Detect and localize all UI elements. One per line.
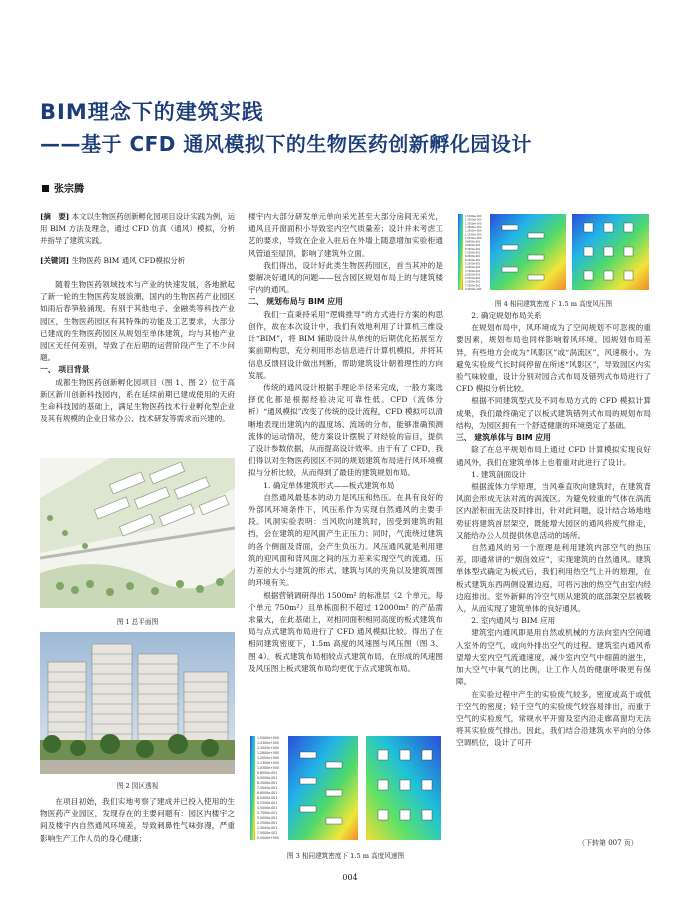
- legend-value: 1.2800e+000: [257, 751, 279, 755]
- subheading-3-2: 2. 室内通风与 BIM 应用: [471, 616, 556, 626]
- problems-paragraph: 在项目初始，我们实地考察了建成并已投入使用的生物医药产业园区，发现存在的主要问题有：园区内楼宇之间及楼宇内自然通风环境差，导致刺鼻性气味弥漫，严重影响生产工作人员的身心健康；: [40, 797, 235, 843]
- legend-value: 3.0000e-001: [257, 816, 278, 820]
- figure-4-caption: 图 4 相同建筑密度下 1.5 m 高度风压图: [494, 300, 613, 308]
- legend-value: 6.0000e-001: [257, 796, 278, 800]
- legend-value: 1.0500e+000: [257, 766, 279, 770]
- legend-value: 6.8000e-001: [465, 255, 481, 259]
- column-1-bottom: [40, 796, 235, 845]
- intro-paragraph: 随着生物医药领域技术与产业的快速发展，各地掀起了新一轮的生物医药发展浪潮，国内的生物医药产业园区如雨后春笋般涌现。有别于其他电子、金融类等科技产业园区，生物医药园区有其特殊的功能及工艺要求，大部分已建成的生物医药园区从规划至单体建筑，均与其他产业园区无任何差别，导致了在后期的运营阶段产生了不少问题。: [40, 280, 235, 363]
- article-title-line2: ——基于 CFD 通风模拟下的生物医药创新孵化园设计: [40, 132, 532, 156]
- legend-value: 7.5000e-001: [465, 251, 481, 255]
- legend-colorbar: [250, 736, 255, 840]
- col2-paragraph-5: 自然通风最基本的动力是风压和热压。在具有良好的外部风环境条件下，风压系作为实现自然通风的主要手段。风洞实验表明：当风吹向建筑时，因受到建筑的阻挡，会在建筑的迎风面产生正压力；同时，气流绕过建筑的各个侧面及背面，会产生负压力。风压通风就是利用建筑的迎风面和背风面之间的压力差来实现空气的流通。压力差的大小与建筑的形式、建筑与风的夹角以及建筑周围的环境有关。: [248, 492, 443, 588]
- abstract: [40, 211, 235, 247]
- col3-paragraph-2: 根据不同建筑型式及不同布局方式的 CFD 模拟计算成果，我们最终确定了以板式建筑错列式布局的规划布局结构，为园区拥有一个舒适健康的环境奠定了基础。: [456, 396, 651, 430]
- legend-value: 8.3000e-001: [257, 781, 278, 785]
- legend-value: 1.3500e+000: [465, 222, 482, 226]
- legend-value: 5.2500e-001: [257, 801, 278, 805]
- figure-2-perspective: [40, 632, 235, 774]
- legend-value: 1.3500e+000: [257, 746, 279, 750]
- legend-value: 1.5000e-001: [465, 280, 481, 284]
- legend-value: 1.2000e+000: [257, 756, 279, 760]
- legend-value: 1.2800e+000: [465, 225, 482, 229]
- legend-value: 6.0000e-001: [465, 258, 481, 262]
- section-heading-3: 三、 建筑单体与 BIM 应用: [456, 433, 551, 443]
- legend-values: [257, 736, 279, 840]
- legend-value: 9.0000e-001: [465, 244, 481, 248]
- col3-paragraph-7: 在实验过程中产生的实验废气较多，密度或高于或低于空气的密度；轻于空气的实验废气较容易排出，而重于空气的实验废气，常规水平开窗及室内沿走廊高窗均无法将其实验废气排出。因此，我们结合沿建筑水平向的分体空调机位，设计了可开: [456, 689, 651, 748]
- legend-value: 1.5000e+000: [465, 215, 482, 218]
- legend-value: 1.5000e+000: [257, 736, 279, 740]
- column-2: [248, 211, 443, 675]
- legend-value: 8.3000e-001: [465, 247, 481, 251]
- col3-paragraph-6: 建筑室内通风即是用自然或机械的方法向室内空间通入室外的空气，或向外排出空气的过程。建筑室内通风希望增大室内空气流通速度，减少室内空气中细菌的滋生，加大空气中氧气的比例，让工作人员的健康呼吸更有保障。: [456, 628, 651, 687]
- col3-paragraph-3: 除了在总平规划布局上通过 CFD 计算模拟实现良好通风外，我们在建筑单体上也着重对此进行了设计。: [456, 445, 651, 467]
- keywords: [40, 255, 235, 267]
- subheading-2-2: 2. 确定规划布局关系: [471, 311, 542, 320]
- legend-value: 0.0000e+000: [465, 288, 482, 291]
- keywords-label: [关键词]: [40, 256, 70, 265]
- col3-paragraph-4: 根据流体力学原理，当风垂直吹向建筑时，在建筑背风面会形成无法对流的涡流区。为避免较重的气体在涡流区内淤积而无法及时排出，针对此问题，设计结合场地地势征将建筑首层架空，既能增大园区的通风将废气排走，又能给办公人员提供休息活动的场所。: [456, 482, 651, 540]
- legend-value: 3.0000e-001: [465, 273, 481, 277]
- background-paragraph: 成都生物医药创新孵化园项目（图 1、图 2）位于高新区新川创新科技园内，系在延续前期已建成使用的天府生命科技园的基础上，满足生物医药技术行业孵化型企业及其有规模的企业日常办公、技术研发等需求而兴建的。: [40, 377, 235, 424]
- legend-value: 1.4300e+000: [465, 218, 482, 222]
- legend-value: 4.5000e-001: [257, 806, 278, 810]
- abstract-text: 本文以生物医药创新孵化园项目设计实践为例，运用 BIM 方法及理念，通过 CFD 仿真（通风）模拟，分析并指导了建筑实践。: [40, 212, 235, 245]
- subheading-3-1: 1. 建筑剖面设计: [471, 469, 527, 479]
- keywords-text: 生物医药 BIM 通风 CFD模拟分析: [71, 256, 186, 265]
- section-heading-2: 二、 规划布局与 BIM 应用: [248, 297, 343, 307]
- figure-3-wind-speed: [248, 732, 443, 844]
- article-title-line1: BIM理念下的建筑实践: [40, 100, 264, 124]
- figure-3-caption: 图 3 相同建筑密度下 1.5 m 高度风速图: [286, 852, 405, 860]
- legend-value: 3.7500e-001: [257, 811, 278, 815]
- legend-value: 1.2000e+000: [465, 229, 482, 233]
- figure-1-site-plan: [40, 458, 235, 608]
- legend-colorbar: [458, 214, 463, 290]
- legend-value: 2.2500e-001: [257, 821, 278, 825]
- legend-value: 0.0000e+000: [257, 836, 279, 840]
- legend-value: 9.0000e-001: [257, 776, 278, 780]
- page-number: 004: [342, 873, 358, 882]
- legend-value: 7.5000e-001: [257, 786, 278, 790]
- figure-4-wind-pressure: [456, 211, 651, 293]
- column-1-top: [40, 211, 235, 426]
- legend-value: 3.7500e-001: [465, 269, 481, 273]
- legend-value: 5.2500e-001: [465, 262, 481, 266]
- figure-1-caption: 图 1 总平面图: [116, 618, 159, 626]
- author-name: 张宗腾: [54, 184, 84, 195]
- column-3: [456, 310, 651, 750]
- legend-value: 2.2500e-001: [465, 277, 481, 281]
- legend-value: 9.8000e-001: [257, 771, 278, 775]
- col2-paragraph-3: 我们一直秉持采用“逻辑推导”的方式进行方案的构思创作，故在本次设计中，我们有效地利用了计算机三维设计“BIM”，将 BIM 辅助设计从单纯的后期优化拓展至方案前期构思，充分利用形态信息进行计算机模拟，并将其信息反馈回设计做出判断，帮助建筑设计朝着理性的方向发展。: [248, 309, 443, 380]
- legend-values: [465, 215, 482, 291]
- continued-note: （下转第 007 页）: [578, 839, 638, 847]
- abstract-label: [摘 要]: [40, 212, 70, 221]
- legend-value: 4.5000e-001: [465, 266, 481, 270]
- col3-paragraph-1: 在规划布局中，风环境成为了空间规划不可忽视的重要因素，规划布局也同样影响着风环境。园规划布局差异，有些地方会成为“风影区”或“涡流区”，风速极小。为避免实验废气长时间停留在所述“风影区”，导致园区内实验气味较重，设计分别对园合式布局及错列式布局进行了 CFD 模拟分析比较。: [456, 323, 651, 394]
- legend-value: 9.8000e-001: [465, 240, 481, 244]
- col2-paragraph-2: 我们得出，设计好此类生物医药园区，首当其冲的是要解决好通风的问题——包含园区规划布局上的与建筑楼宇内的通风。: [248, 260, 443, 295]
- author: [42, 180, 84, 195]
- legend-value: 1.1300e+000: [257, 761, 279, 765]
- subheading-2-1: 1. 确定单体建筑形式——板式建筑布局: [263, 480, 395, 490]
- figure-2-caption: 图 2 园区透视: [116, 782, 159, 790]
- col2-paragraph-6: 根据营销调研得出 1500m² 的标准层（2 个单元，每个单元 750m²）且单栋面积不超过 12000m² 的产品需求量大，在此基础上，对相同面积相同高度的板式建筑布局与点式建筑布局进行了 CFD 通风模拟比较。得出了在相同建筑密度下，1.5m 高度的风速图与风压图（图 3、图 4）。板式建筑布局相较点式建筑布局，在形成的风速图及风压图上板式建筑布局均更优于点式建筑布局。: [248, 590, 443, 673]
- col3-paragraph-5: 自然通风的另一个原理是利用建筑内部空气的热压差，即通常讲的“烟囱效应”，实现建筑的自然通风。建筑单体型式确定为板式后，我们利用热空气上升的原理，在板式建筑东西两侧设置边庭，可将污浊的热空气由室内经边庭排出。室外新鲜的冷空气则从建筑的底部架空层被吸入，从而实现了建筑单体的良好通风。: [456, 543, 651, 614]
- legend-value: 6.8000e-001: [257, 791, 278, 795]
- col2-paragraph-4: 传统的通风设计根据手理论半径来完成，一般方案选择优化都是根据经验决定可靠性低。CFD（流体分析）“通风模拟”改变了传统的设计流程，CFD 模拟可以清晰地表现出建筑内的温度场、流场的分布，能够准确预测流体的运动情况，使方案设计摆脱了对经验的盲目，提供了设计参数依据，从而提高设计效率。由于有了 CFD，我们得以对生物医药园区不同的规划建筑布局进行风环境模拟与分析比较，从而得到了最佳的建筑规划布局。: [248, 383, 443, 478]
- legend-value: 1.1300e+000: [465, 233, 482, 237]
- legend-value: 1.5000e-001: [257, 826, 278, 830]
- section-heading-1: 一、 项目背景: [40, 365, 90, 375]
- legend-value: 1.4300e+000: [257, 741, 279, 745]
- legend-value: 7.5000e-002: [465, 284, 481, 288]
- legend-value: 7.5000e-002: [257, 831, 278, 835]
- col2-paragraph-1: 楼宇内大部分研发单元单向采光甚至大部分房间无采光，通风且开窗面积小导致室内空气质量差；设计并未考虑工艺的要求，导致在企业入驻后在外墙上随意增加实验柜通风管道至屋顶，影响了建筑外立面。: [248, 212, 443, 258]
- legend-value: 1.0500e+000: [465, 236, 482, 240]
- square-bullet-icon: [42, 185, 49, 192]
